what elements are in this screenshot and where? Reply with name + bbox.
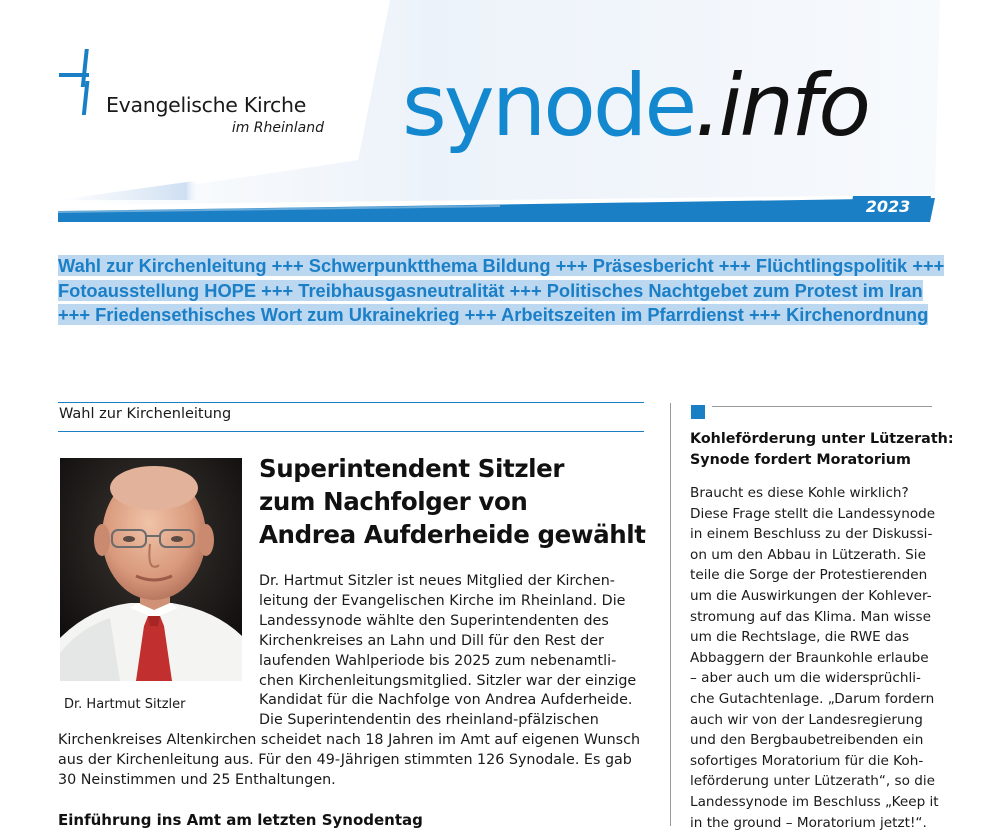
masthead-part-info: .info xyxy=(694,56,868,156)
church-logo-icon xyxy=(57,47,107,117)
body-line: Kirchenkreises an Lahn und Dill für den Rest der xyxy=(58,632,648,652)
sidebar-line: in einem Beschluss zu der Diskussi- xyxy=(690,524,939,545)
sidebar-line: um die Auswirkungen der Kohlever- xyxy=(690,586,939,607)
sidebar-line: auch wir von der Landesregierung xyxy=(690,710,939,731)
ticker-item[interactable]: Fotoausstellung HOPE xyxy=(58,280,256,301)
logo-wordmark: Evangelische Kirche xyxy=(106,93,306,117)
body-line: aus der Kirchenleitung aus. Für den 49-Jährigen stimmten 126 Synodale. Es gab xyxy=(58,751,648,771)
sidebar-line: Braucht es diese Kohle wirklich? xyxy=(690,483,939,504)
sidebar-line: leförderung unter Lützerath“, so die xyxy=(690,771,939,792)
ticker-separator: +++ xyxy=(719,255,751,276)
sidebar-marker xyxy=(691,405,705,419)
body-line: 30 Neinstimmen und 25 Enthaltungen. xyxy=(58,771,648,791)
ticker-separator: +++ xyxy=(272,255,304,276)
sidebar-line: – aber auch um die widersprüchli- xyxy=(690,668,939,689)
ticker-separator: +++ xyxy=(58,304,90,325)
ticker-item[interactable]: Treibhausgasneutralität xyxy=(298,280,504,301)
article-body xyxy=(58,572,648,791)
ticker-item[interactable]: Politisches Nachtgebet zum Protest im Iran xyxy=(547,280,923,301)
ticker-separator: +++ xyxy=(465,304,497,325)
ticker-separator: +++ xyxy=(556,255,588,276)
sidebar-line: Diese Frage stellt die Landessynode xyxy=(690,504,939,525)
sidebar-line: Landessynode im Beschluss „Keep it xyxy=(690,792,939,813)
body-line: Landessynode wählte den Superintendenten des xyxy=(58,612,648,632)
sidebar-line: Abbaggern der Braunkohle erlaube xyxy=(690,648,939,669)
ticker-item[interactable]: Präsesbericht xyxy=(593,255,714,276)
body-line: leitung der Evangelischen Kirche im Rheinland. Die xyxy=(58,592,648,612)
ticker-line xyxy=(58,279,932,304)
body-line: laufenden Wahlperiode bis 2025 zum nebenamtli- xyxy=(58,652,648,672)
ticker-separator: +++ xyxy=(912,255,944,276)
sidebar-line: on um den Abbau in Lützerath. Sie xyxy=(690,545,939,566)
ticker-separator: +++ xyxy=(510,280,542,301)
masthead-part-synode: synode xyxy=(402,56,694,156)
headline-line: Superintendent Sitzler xyxy=(259,452,646,485)
body-line: Dr. Hartmut Sitzler ist neues Mitglied der Kirchen- xyxy=(58,572,648,592)
sidebar-headline-line: Synode fordert Moratorium xyxy=(690,450,954,471)
ticker-item[interactable]: Kirchenordnung xyxy=(786,304,928,325)
sidebar-headline xyxy=(690,429,954,471)
sidebar-rule xyxy=(712,406,932,407)
body-line: Die Superintendentin des rheinland-pfälzischen xyxy=(58,711,648,731)
column-divider xyxy=(670,403,671,826)
issue-year: 2023 xyxy=(858,197,918,216)
headline-line: Andrea Aufderheide gewählt xyxy=(259,518,646,551)
sidebar-line: in the ground – Moratorium jetzt!“. xyxy=(690,813,939,833)
body-line: Kirchenkreises Altenkirchen scheidet nach 18 Jahren im Amt auf eigenen Wunsch xyxy=(58,731,648,751)
ticker-item[interactable]: Friedensethisches Wort zum Ukrainekrieg xyxy=(95,304,459,325)
sidebar-body xyxy=(690,483,939,833)
section-rule-top xyxy=(58,402,644,403)
headline-line: zum Nachfolger von xyxy=(259,485,646,518)
ticker-item[interactable]: Arbeitszeiten im Pfarrdienst xyxy=(501,304,744,325)
body-line: chen Kirchenleitungsmitglied. Sitzler war der einzige xyxy=(58,672,648,692)
ticker-separator: +++ xyxy=(261,280,293,301)
sidebar-line: um die Rechtslage, die RWE das xyxy=(690,627,939,648)
sidebar-line: teile die Sorge der Protestierenden xyxy=(690,565,939,586)
article-headline xyxy=(259,452,646,551)
masthead-title xyxy=(402,56,868,156)
ticker-item[interactable]: Wahl zur Kirchenleitung xyxy=(58,255,267,276)
ticker-item[interactable]: Schwerpunktthema Bildung xyxy=(309,255,551,276)
sidebar-headline-line: Kohleförderung unter Lützerath: xyxy=(690,429,954,450)
sidebar-line: che Gutachtenlage. „Darum fordern xyxy=(690,689,939,710)
sidebar-line: stromung auf das Klima. Man wisse xyxy=(690,607,939,628)
sidebar-line: und den Bergbaubetreibenden ein xyxy=(690,730,939,751)
ticker-item[interactable]: Flüchtlingspolitik xyxy=(756,255,907,276)
logo-region: im Rheinland xyxy=(0,120,324,136)
topic-ticker xyxy=(58,254,932,328)
sidebar-line: sofortiges Moratorium für die Koh- xyxy=(690,751,939,772)
photo-caption: Dr. Hartmut Sitzler xyxy=(64,697,185,712)
ticker-line xyxy=(58,254,932,279)
ticker-line xyxy=(58,303,932,328)
ticker-separator: +++ xyxy=(749,304,781,325)
body-line: Kandidat für die Nachfolge von Andrea Aufderheide. xyxy=(58,691,648,711)
section-label: Wahl zur Kirchenleitung xyxy=(59,406,231,422)
article-subhead: Einführung ins Amt am letzten Synodentag xyxy=(58,811,423,829)
section-rule-bottom xyxy=(58,431,644,432)
